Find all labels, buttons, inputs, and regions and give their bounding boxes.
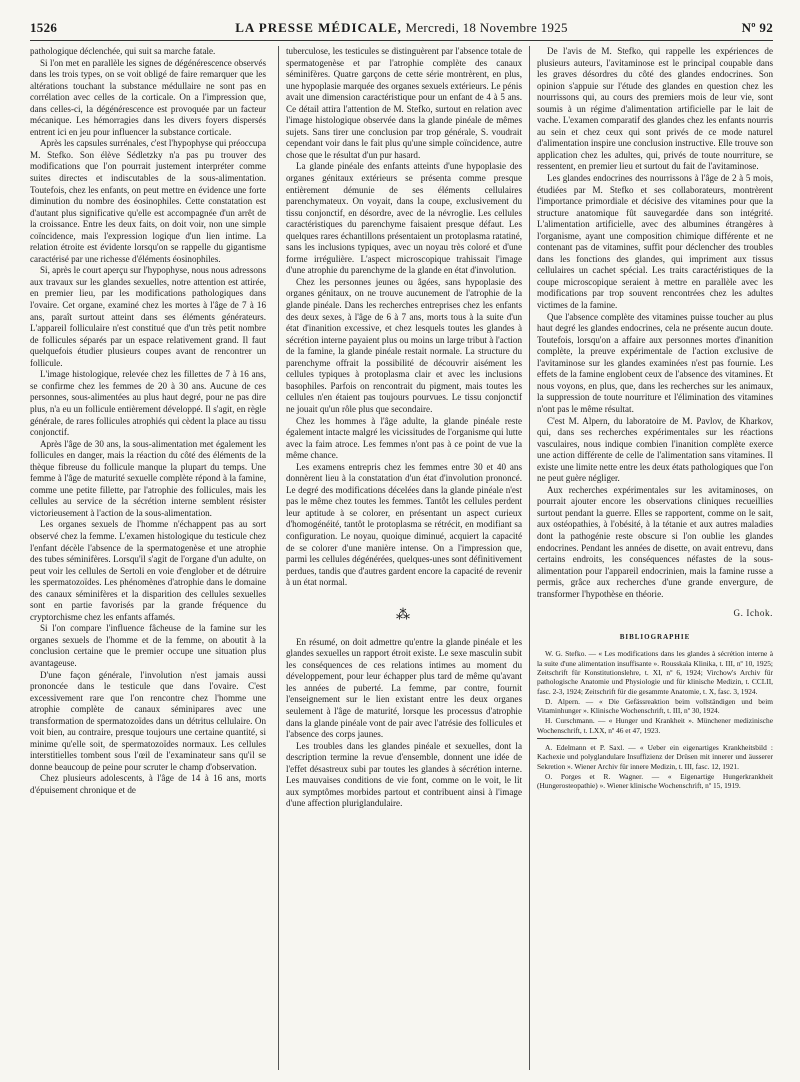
- column-middle: [286, 46, 522, 810]
- paragraph: Chez les hommes à l'âge adulte, la glande pinéale reste également intacte malgré les vicissitudes de l'organisme qui lutte avec la faim atroce. Les femmes n'ont pas à ce point de vue la même chance.: [286, 415, 522, 461]
- paragraph: De l'avis de M. Stefko, qui rappelle les expériences de plusieurs auteurs, l'avitaminose est le principal coupable dans les graves désordres du côté des glandes endocrines. Son opinion s'appuie sur l'étude des glandes en question chez les nourrissons qui, au cours des premiers mois de leur vie, sont soumis à un régime d'alimentation artificielle par le lait de vache. L'examen comparatif des glandes chez les enfants nourris au sein et chez ceux qui sont privés de ce mode naturel d'alimentation inspire une conclusion instructive. Elle trouve son application chez les adultes, qui, privés de toute nourriture, se ressentent, en premier lieu et surtout du fait de l'avitaminose.: [537, 46, 774, 172]
- paragraph: Si l'on met en parallèle les signes de dégénérescence observés dans les trois types, on se voit obligé de faire remarquer que les altérations touchant la substance médullaire ne sont pas en corrélation avec celles de la corticale. On a l'impression que, dans celles-ci, la dégénérescence est provoquée par un facteur mécanique. Les hémorragies dans les divers foyers dispersés entrent ici en jeu pour influencer la substance corticale.: [30, 57, 266, 137]
- author-signature: G. Ichok.: [733, 608, 773, 619]
- bibliography-entry: O. Porges et R. Wagner. — « Eigenartige Hungerkrankheit (Hungerosteopathie) ». Wiener klinische Wochenschrift, nº 15, 1919.: [537, 771, 773, 791]
- column-left: [30, 46, 266, 797]
- bibliography-title: BIBLIOGRAPHIE: [619, 632, 691, 641]
- paragraph: Les troubles dans les glandes pinéale et sexuelles, dont la description termine la revue d'ensemble, donnent une idée de l'effet désastreux subi par toutes les glandes à sécrétion interne. Les mauvaises conditions de vie font, comme on le voit, le lit aux symptômes morbides partout et contribuent ainsi à l'image d'une affection pluriglandulaire.: [286, 740, 522, 809]
- bibliography-separator: [537, 738, 597, 739]
- paragraph: tuberculose, les testicules se distinguèrent par l'absence totale de spermatogenèse et par l'atrophie complète des canaux séminifères. Quatre garçons de cette série montrèrent, en plus, une hypoplasie marquée des organes sexuels extérieurs. Le pénis avait une dimension caractéristique pour un enfant de 4 à 5 ans. Ce détail attira l'attention de M. Stefko, surtout en relation avec l'image histologique observée dans la glande pinéale de mêmes sujets. Sans tirer une conclusion par trop générale, S. voudrait cependant voir dans le fait plus qu'une simple coïncidence, autre chose que le résultat d'un pur hasard.: [286, 46, 522, 160]
- bibliography-entry: H. Curschmann. — « Hunger und Krankheit ». Münchener medizinische Wochenschrift, t. LXX, nº 46 et 47, 1923.: [537, 716, 773, 735]
- paragraph: Chez plusieurs adolescents, à l'âge de 14 à 16 ans, morts d'épuisement chronique et de: [30, 773, 266, 795]
- page-header: [30, 20, 773, 40]
- paragraph: Si l'on compare l'influence fâcheuse de la famine sur les organes sexuels de l'homme et de la femme, on aboutit à la conclusion certaine que le premier occupe une situation plus avantageuse.: [30, 623, 266, 668]
- paragraph: Si, après le court aperçu sur l'hypophyse, nous nous adressons aux travaux sur les glandes sexuelles, notre attention est attirée, en premier lieu, par les modifications pathologiques dans l'ovaire. Cet organe, examiné chez les mortes à l'âge de 7 à 16 ans, paraît surtout atteint dans ses éléments générateurs. L'appareil folliculaire n'est constitué que d'un très petit nombre de follicules séparés par un espace relativement grand. Il faut quelquefois étudier plusieurs coupes avant de rencontrer un follicule.: [30, 265, 266, 368]
- bibliography-list: [537, 649, 773, 790]
- section-asterism: ⁂: [396, 607, 412, 623]
- paragraph: Aux recherches expérimentales sur les avitaminoses, on pourrait ajouter encore les observations cliniques recueillies surtout pendant la guerre. Elles se rapportent, comme on le sait, aux ostéopathies, à l'obésité, à la tétanie et aux autres maladies dont la pathogénie reste obscure si l'on oublie les glandes endocrines. Pendant les années de disette, on avait entrevu, dans certains endroits, les conséquences néfastes de la sous-alimentation pour l'appareil endocrinien, mais la famine russe a permis, grâce aux recherches d'une grande envergure, de transformer l'hypothèse en théorie.: [537, 484, 773, 599]
- paragraph: C'est M. Alpern, du laboratoire de M. Pavlov, de Kharkov, qui, dans ses recherches expérimentales sur les réactions vasculaires, nous indique combien l'inanition complète exerce une action différente de celle de l'alimentation sans vitamines. Il existe une limite nette entre les deux états pathologiques que l'on ne peut guère négliger.: [537, 415, 773, 484]
- column-divider: [529, 46, 530, 1070]
- paragraph: Chez les personnes jeunes ou âgées, sans hypoplasie des organes génitaux, on ne trouve aucunement de l'atrophie de la glande pinéale. Dans les recherches entreprises chez les enfants des deux sexes, à l'âge de 6 à 7 ans, morts tous à la suite d'un état d'inanition excessive, et chez lesquels toutes les glandes à sécrétion interne payaient plus ou moins un large tribut à l'action de la famine, la glande pinéale restait normale. La structure du parenchyme offrait la possibilité de découvrir aisément les cellules typiques à protoplasma clair et avec les inclusions basophiles. Parfois on rencontrait du pigment, mais toutes les cellules n'en étaient pas toujours pourvues. Le tissu conjonctif ne jouait qu'un rôle plus que secondaire.: [286, 276, 522, 414]
- paragraph: Que l'absence complète des vitamines puisse toucher au plus haut degré les glandes endocrines, cela ne présente aucun doute. Toutefois, lorsqu'on a affaire aux personnes mortes d'inanition complète, la preuve expérimentale de l'action exclusive de l'avitaminose sur les glandes examinées n'est pas fournie. Les effets de la famine englobent ceux de l'absence des vitamines. Et nous voyons, en plus, que, dans les recherches sur les animaux, la suppression de toute nourriture et l'élimination des vitamines n'ont pas le même résultat.: [537, 311, 773, 414]
- paragraph: L'image histologique, relevée chez les fillettes de 7 à 16 ans, se confirme chez les femmes de 20 à 30 ans. Aucune de ces personnes, sous-alimentées au plus haut degré, pour ne pas dire plus, n'a eu un follicule entièrement développé. Il s'agit, en règle générale, de rares follicules atrophiés qui cèdent la place au tissu conjonctif.: [30, 369, 266, 438]
- column-divider: [278, 46, 279, 1070]
- page-number: 1526: [30, 20, 58, 35]
- paragraph: pathologique déclenchée, qui suit sa marche fatale.: [30, 46, 216, 56]
- issue-date: Mercredi, 18 Novembre 1925: [405, 20, 568, 35]
- journal-name: LA PRESSE MÉDICALE,: [235, 20, 402, 35]
- paragraph: En résumé, on doit admettre qu'entre la glande pinéale et les glandes sexuelles un rapport étroit existe. Le sexe masculin subit les conséquences de ces relations intimes au moment du développement, pour leur échapper plus tard de même qu'avant les années de puberté. La femme, par contre, fournit l'enseignement sur le lien existant entre les deux organes seulement à l'âge de maturité, lorsque les processus d'atrophie dans la glande pinéale vont de pair avec l'atrésie des follicules et l'absence des corps jaunes.: [286, 636, 522, 740]
- paragraph: Les examens entrepris chez les femmes entre 30 et 40 ans donnèrent lieu à la constatation d'un état d'involution prononcé. Le degré des modifications décelées dans la glande pinéale n'est pas le même chez toutes les femmes. Tantôt les cellules perdent leur aptitude à se colorer, en présentant un aspect curieux d'homogénéité, tantôt le protoplasma se rétrécit, en modifiant sa configuration. Le noyau, quoique diminué, acquiert la capacité de se colorer d'une manière intense. On a l'impression que, parmi les cellules dégénérées, quelques-unes sont définitivement perdues, tandis que d'autres gardent encore la capacité de revenir à un état normal.: [286, 461, 522, 588]
- paragraph: La glande pinéale des enfants atteints d'une hypoplasie des organes génitaux extérieurs se présenta comme presque entièrement démunie de ses éléments cellulaires parenchymateux. On voyait, dans la coupe, exclusivement du tissu conjonctif, en désordre, avec de la névroglie. Les cellules caractéristiques du parenchyme faisaient presque défaut. Les quelques rares échantillons présentaient un protoplasma ratatiné, sans les inclusions typiques, avec un noyau très coloré et d'une forme irrégulière. L'aspect microscopique trahissait l'image d'une atrophie du parenchyme de la glande en état d'involution.: [286, 161, 522, 276]
- paragraph: Les organes sexuels de l'homme n'échappent pas au sort observé chez la femme. L'examen histologique du testicule chez l'enfant décèle l'absence de la spermatogenèse et une atrophie des tubes séminifères. Lorsqu'il s'agit de l'organe d'un adulte, on peut voir les cellules de Sertoli en voie d'englober et de détruire les spermatozoïdes. Les phénomènes d'atrophie dans le domaine des canaux séminifères et la disparition des cellules sexuelles sont en partie favorisés par la grande fréquence du cryptorchisme chez les enfants affamés.: [30, 519, 266, 622]
- header-rule: [30, 40, 773, 41]
- bibliography-entry: A. Edelmann et P. Saxl. — « Ueber ein eigenartiges Krankheitsbild : Kachexie und polyglandulare Insuffizienz der Drüsen mit innerer und äusserer Sekretion ». Wiener Archiv für innere Medizin, t. III, fasc. 12, 1921.: [537, 743, 773, 771]
- bibliography-entry: D. Alpern. — « Die Gefässreaktion beim vollständigen und beim Vitaminhunger ». Klinische Wochenschrift, t. III, nº 30, 1924.: [537, 696, 773, 716]
- paragraph: Les glandes endocrines des nourrissons à l'âge de 2 à 5 mois, étudiées par M. Stefko et ses collaborateurs, montrèrent l'importance primordiale et décisive des vitamines pour que la structure anatomique fût sauvegardée dans son intégrité. L'alimentation artificielle, avec des albumines étrangères à l'organisme, ayant une composition chimique différente et ne contenant pas de vitamines, suffit pour déclencher des troubles dans les fonctions des glandes, qui impriment aux tissus cellulaires un cachet spécial. Les traits caractéristiques de la coupe microscopique seraient à mettre en parallèle avec les modifications par trop souvent rencontrées chez les adultes victimes de la famine.: [537, 173, 773, 311]
- column-right: [537, 46, 773, 792]
- running-title: [30, 20, 773, 36]
- paragraph: Après l'âge de 30 ans, la sous-alimentation met également les follicules en danger, mais la réaction du côté des éléments de la thèque fibreuse du follicule manque la plupart du temps. Une femme à l'âge de maturité sexuelle complète répond à la famine, comme une petite fillette, par l'atrophie des follicules, mais les cellules au service de la sécrétion interne semblent résister victorieusement à l'action de la sous-alimentation.: [30, 438, 266, 518]
- issue-number: Nº 92: [741, 20, 773, 35]
- paragraph: D'une façon générale, l'involution n'est jamais aussi prononcée dans le testicule que dans l'ovaire. C'est excessivement rare que l'on rencontre chez l'homme une atrophie complète de canaux séminipares avec une transformation de spermatozoïdes dans un détritus cellulaire. On voit bien, au contraire, presque toujours une certaine quantité, si minime qu'elle soit, de spermatozoïdes normaux. Les cellules interstitielles tombent sous l'œil de l'examinateur sans qu'il se donne beaucoup de peine pour scruter le champ d'observation.: [30, 669, 266, 772]
- paragraph: Après les capsules surrénales, c'est l'hypophyse qui préoccupa M. Stefko. Son élève Sédletzky n'a pas pu trouver des modifications que l'on pourrait justement interpréter comme suites directes et indiscutables de la sous-alimentation. Toutefois, chez les enfants, on peut mettre en évidence une forte diminution du nombre des éosinophiles. Cette constatation est d'autant plus significative qu'elle est accompagnée d'un arrêt de la croissance. Entre les deux faits, on doit voir, non une simple coïncidence, mais l'expression logique d'un lien intime. La relation étroite est évidente lorsqu'on se rappelle du gigantisme caractérisé par une richesse d'éléments éosinophiles.: [30, 138, 267, 264]
- bibliography-entry: W. G. Stefko. — « Les modifications dans les glandes à sécrétion interne à la suite d'une alimentation insuffisante ». Rousskaïa Klinika, t. III, nº 10, 1925; Zeitschrift für Konstitutionslehre, t. XI, nº 6, 1924; Virchow's Archiv für pathologische Anatomie und Physiologie und für klinische Medizin, t. CCLII, fasc. 2-3, 1924; Zeitschrift für die gesammte Anatomie, t. X, fasc. 3, 1924.: [537, 649, 773, 696]
